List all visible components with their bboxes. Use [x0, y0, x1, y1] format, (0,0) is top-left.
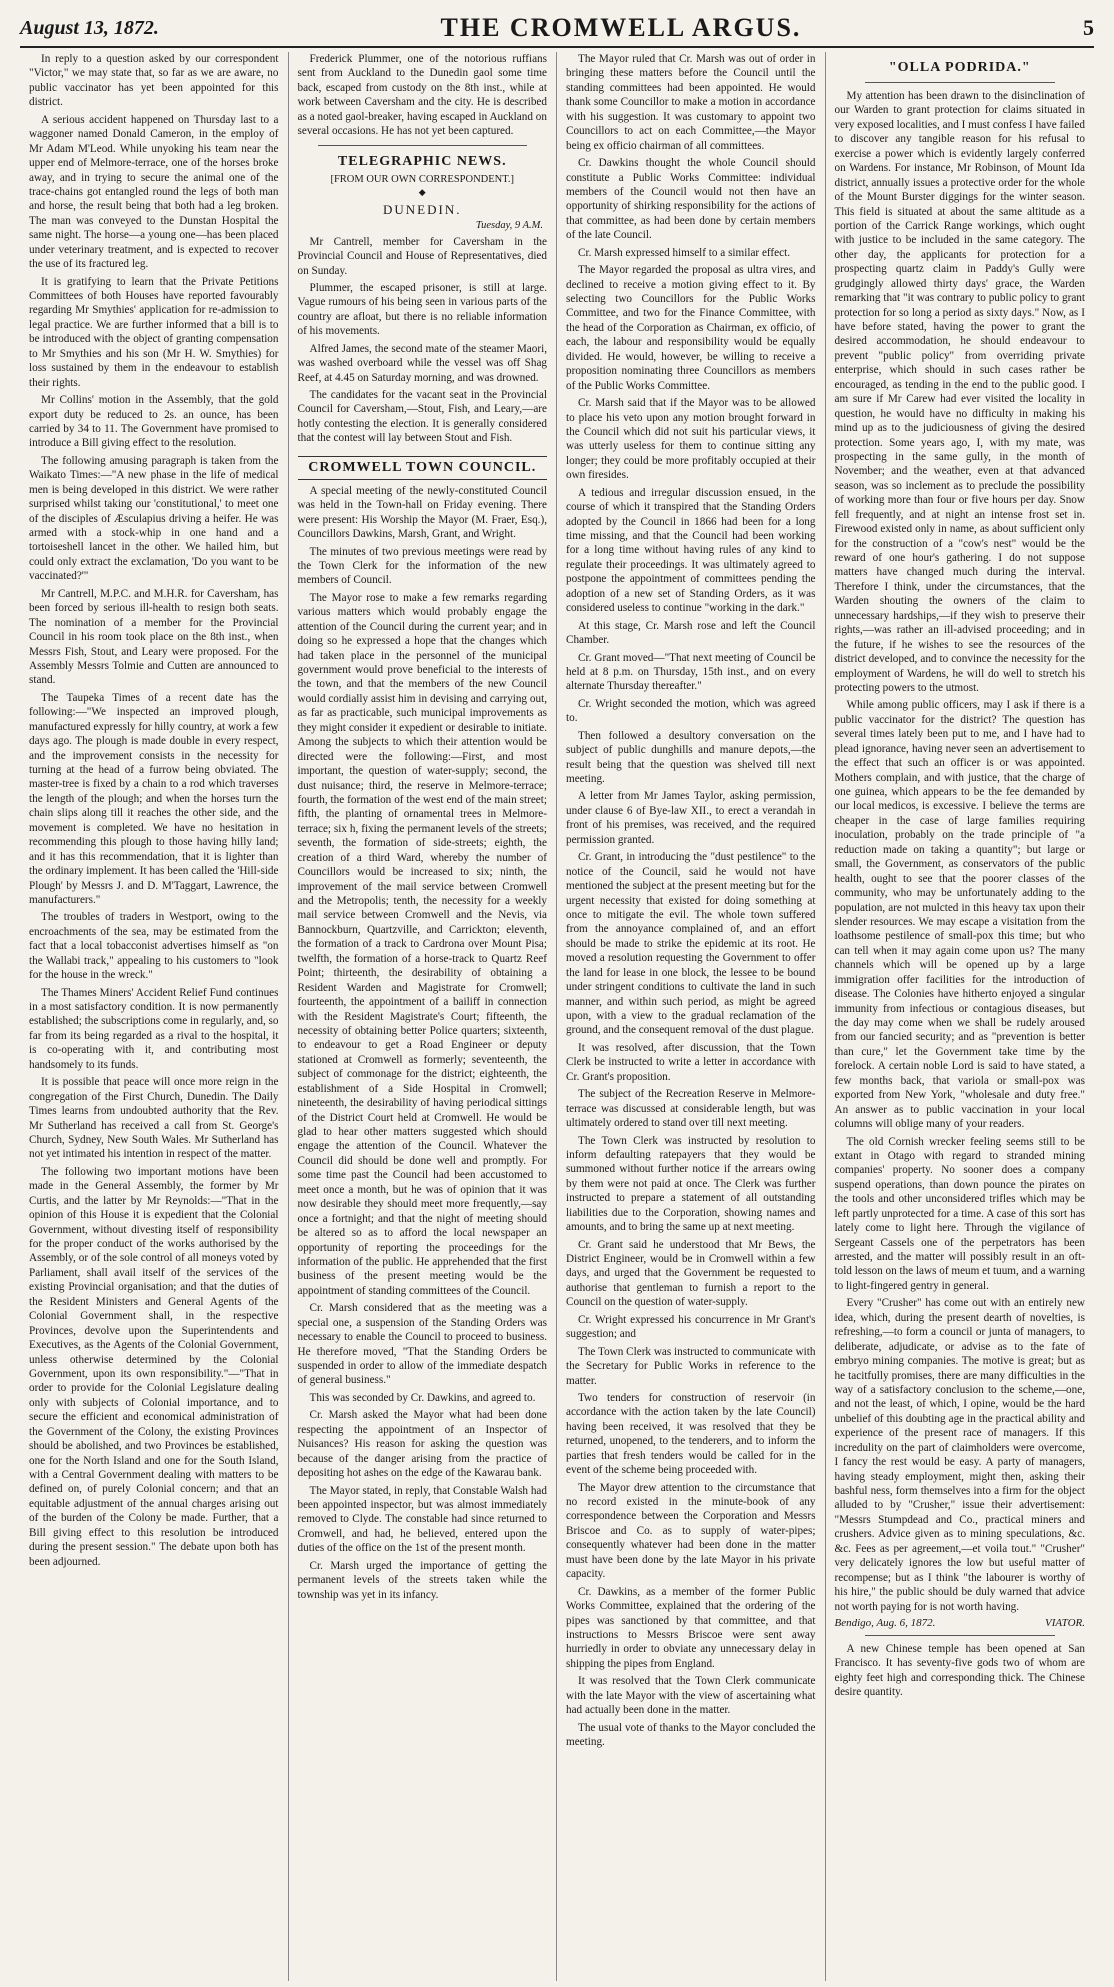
article-paragraph: The Town Clerk was instructed to communicate with the Secretary for Public Works in reference to the matter.	[566, 1345, 816, 1387]
article-paragraph: Cr. Marsh asked the Mayor what had been done respecting the appointment of an Inspector of Nuisances? His reason for asking the question was because of the danger arising from the practice of depositing hot ashes on the edge of the Kawarau bank.	[297, 1409, 547, 1480]
article-paragraph: It was resolved, after discussion, that the Town Clerk be instructed to write a letter in accordance with Cr. Grant's proposition.	[566, 1041, 816, 1083]
divider	[865, 1635, 1056, 1636]
signature-place: Bendigo, Aug. 6, 1872.	[834, 1616, 936, 1629]
article-paragraph: Cr. Grant said he understood that Mr Bews, the District Engineer, would be in Cromwell within a few days, and urged that the Government be requested to authorise that gentleman to furnish a report to the Council on the question of water-supply.	[566, 1238, 816, 1309]
council-heading: CROMWELL TOWN COUNCIL.	[298, 456, 548, 480]
article-paragraph: The subject of the Recreation Reserve in Melmore-terrace was discussed at considerable length, but was ultimately ordered to stand over till next meeting.	[566, 1088, 816, 1130]
article-paragraph: Cr. Wright seconded the motion, which was agreed to.	[566, 697, 816, 725]
signature-name: VIATOR.	[1044, 1616, 1085, 1629]
telegraphic-dateline: DUNEDIN.	[383, 201, 462, 217]
article-paragraph: Cr. Marsh expressed himself to a similar effect.	[578, 246, 790, 259]
article-paragraph: Mr Collins' motion in the Assembly, that the gold export duty be reduced to 2s. an ounce, has been carried by 34 to 11. The Government have promised to introduce a Bill giving effect to the resolution.	[29, 394, 279, 450]
article-paragraph: It was resolved that the Town Clerk communicate with the late Mayor with the view of ascertaining what had actually been done in the matter.	[566, 1675, 816, 1717]
article-paragraph: Frederick Plummer, one of the notorious ruffians sent from Auckland to the Dunedin gaol some time back, escaped from custody on the 8th inst., while at work between Caversham and the city. He is described as a noted gaol-breaker, having escaped in Auckland on several occasions. He has not yet been captured.	[297, 53, 547, 138]
column-2	[289, 52, 558, 1981]
article-paragraph: A special meeting of the newly-constituted Council was held in the Town-hall on Friday evening. There were present: His Worship the Mayor (M. Fraer, Esq.), Councillors Dawkins, Marsh, Grant, and Wright.	[297, 484, 547, 541]
article-paragraph: The minutes of two previous meetings were read by the Town Clerk for the information of the new members of Council.	[297, 545, 547, 587]
article-paragraph: Then followed a desultory conversation on the subject of public dunghills and manure depots,—the result being that the question was shelved till next meeting.	[566, 729, 816, 785]
article-paragraph: In reply to a question asked by our correspondent "Victor," we may state that, so far as we are aware, no public vaccinator has yet been appointed for this district.	[29, 53, 279, 109]
article-paragraph: Cr. Dawkins thought the whole Council should constitute a Public Works Committee: individual members of the Council would not then have an opportunity of shirking responsibility for the actions of that committee, as had been done by certain members of the late Council.	[566, 157, 816, 242]
divider	[318, 145, 528, 146]
article-paragraph: The Town Clerk was instructed by resolution to inform defaulting ratepayers that they would be summoned without further notice if the arrears owing by them were not paid at once. The Clerk was further instructed to prepare a statement of all outstanding liabilities due to the Corporation, showing names and amounts, and to bring the same up at next meeting.	[566, 1134, 816, 1234]
article-paragraph: A tedious and irregular discussion ensued, in the course of which it transpired that the Standing Orders adopted by the Council in 1866 had been for a long time missing, and that the Council had been working for a long time without having rules of any kind to regulate their proceedings. It was ultimately agreed to postpone the appointment of committees pending the adoption of a new set of Standing Orders, as it was considered useless to continue "working in the dark."	[566, 486, 816, 615]
article-paragraph: It is possible that peace will once more reign in the congregation of the First Church, Dunedin. The Daily Times learns from undoubted authority that the Rev. Mr Sutherland has received a call from St. George's Church, Sydney, New South Wales. Mr Sutherland has not yet intimated his intention in respect of the matter.	[29, 1076, 279, 1161]
column-4	[826, 52, 1095, 1981]
signature-line	[835, 1617, 1086, 1629]
telegraphic-heading: TELEGRAPHIC NEWS.	[337, 153, 507, 169]
newspaper-title: THE CROMWELL ARGUS.	[440, 13, 802, 42]
divider	[865, 82, 1056, 83]
olla-podrida-heading: "OLLA PODRIDA."	[888, 60, 1031, 75]
page-number: 5	[1083, 15, 1094, 40]
article-paragraph: At this stage, Cr. Marsh rose and left the Council Chamber.	[566, 619, 816, 647]
article-paragraph: Cr. Dawkins, as a member of the former Public Works Committee, explained that the ordering of the pipes was sanctioned by that committee, and that instructions to Messrs Briscoe were sent away hurriedly in order to obviate any unnecessary delay in shipping the pipes from England.	[566, 1585, 816, 1670]
article-paragraph: The troubles of traders in Westport, owing to the encroachments of the sea, may be estimated from the fact that a local tobacconist advertises himself as "on the Wallabi track," appealing to his customers to "look for the house in the wreck."	[29, 911, 279, 982]
article-paragraph: A new Chinese temple has been opened at San Francisco. It has seventy-five gods two of whom are eighty feet high and corresponding thick. The Chinese desire quantity.	[834, 1642, 1085, 1699]
article-paragraph: The Mayor rose to make a few remarks regarding various matters which would probably engage the attention of the Council during the current year; and in doing so he expressed a hope that the changes which had taken place in the personnel of the municipal government would prove beneficial to the interests of the town, and that the members of the new Council would cordially assist him in devising and carrying out, as far as practicable, such municipal improvements as they might consider it expedient or desirable to initiate. Among the subjects to which their attention would be directed were the following:—First, and most important, the question of water-supply; second, the dust nuisance; third, the reserve in Melmore-terrace; fourth, the formation of the west end of the main street; fifth, the planting of ornamental trees in Melmore-terrace; six h, fixing the permanent levels of the streets; seventh, the formation of side-streets; eighth, the creation of a third Ward, whereby the number of Councillors would be increased to six; ninth, the improvement of the mail service between Cromwell and the Metropolis; tenth, the necessity for a weekly mail service between Cromwell and the Nevis, via Bannockburn, Quartzville, and Carrickton; eleventh, the formation of a track to Cardrona over Mount Pisa; twelfth, the formation of a horse-track to Quartz Reef Point; thirteenth, the desirability of obtaining a Resident Warden and Magistrate for Cromwell; fourteenth, the appointment of a bailiff in connection with the Resident Magistrate's Court; fifteenth, the necessity of obtaining better Police quarters; sixteenth, to endeavour to get a Road Engineer or deputy stationed at Cromwell as formerly; seventeenth, the subject of commonage for the district; eighteenth, the establishment of a Side Hospital in Cromwell; nineteenth, the desirability of having periodical sittings of the District Court held at Cromwell. He would be glad to hear other matters suggested which should engage the attention of the Council. Whatever the Council did should be done well and promptly. For some time past the Council had been accustomed to meet once a month, but he was of opinion that it was now desirable they should meet more frequently,—say once a fortnight; and that the night of meeting should be altered so as to afford the local newspaper an opportunity of reporting the proceedings for the information of the public. He apprehended that the first business of the present meeting would be the appointment of standing committees of the Council.	[297, 591, 547, 1297]
article-paragraph: Alfred James, the second mate of the steamer Maori, was washed overboard while the vessel was off Shag Reef, at 4.45 on Saturday morning, and was drowned.	[297, 342, 547, 384]
article-paragraph: The Thames Miners' Accident Relief Fund continues in a most satisfactory condition. It is now permanently established; the subscriptions come in regularly, and, so far from its being regarded as a rival to the hospital, it is co-operating with it, and contributing most handsomely to its funds.	[29, 986, 279, 1071]
article-paragraph: A serious accident happened on Thursday last to a waggoner named Donald Cameron, in the employ of Mr Adam M'Leod. While unyoking his team near the upper end of Melmore-terrace, one of the horses broke away, and in trying to secure the animal one of the trace-chains got entangled round the legs of both man and horse, the result being that both had a leg broken. The man was conveyed to the Dunstan Hospital the same night. The horse—a young one—has been placed under veterinary treatment, and is expected to recover the use of its fractured leg.	[29, 113, 279, 271]
masthead	[20, 10, 1094, 48]
article-paragraph: The Mayor ruled that Cr. Marsh was out of order in bringing these matters before the Council until the standing committees had been appointed. He would thank some Councillor to make a motion in accordance with his suggestion. It was customary to appoint two Councillors to act on each Committee,—the Mayor being ex officio chairman of all committees.	[566, 53, 816, 152]
column-3	[557, 52, 826, 1981]
article-paragraph: The following two important motions have been made in the General Assembly, the former by Mr Curtis, and the latter by Mr Reynolds:—"That in the opinion of this House it is expedient that the Colonial Government, without divesting itself of responsibility for the proper conduct of the works authorised by the Assembly, or of the sole control of all moneys voted by Parliament, shall avail itself of the services of the existing Provincial organisation; and that the duties of the Resident Ministers and General Agents of the Colonial Government shall, in the respective Provinces, devolve upon the Superintendents and Executives, as the Agents of the Colonial Government, unless otherwise determined by the Colonial Government, upon its own responsibility."—"That in order to provide for the Colonial Legislature dealing only with subjects of Colonial importance, and to secure the efficient and economical administration of the Government of the Colony, the existing Provinces should be abolished, and two Provinces be established, one for the North Island and one for the South Island, with a Central Government dealing with matters to be defined on, of purely Colonial concern; and that an equitable adjustment of the annual charges arising out of the burden of the Colony be made. Further, that a Bill giving effect to this resolution be introduced during the present session." The debate upon both has been adjourned.	[29, 1165, 279, 1568]
article-paragraph: Mr Cantrell, member for Caversham in the Provincial Council and House of Representatives, died on Sunday.	[297, 235, 547, 277]
article-paragraph: The usual vote of thanks to the Mayor concluded the meeting.	[566, 1721, 816, 1748]
article-paragraph: The Taupeka Times of a recent date has the following:—"We inspected an improved plough, manufactured expressly for hilly country, at work a few days ago. The plough is made double in every respect, and the improvement consists in the necessity for turning at the head of a furrow being obviated. The master-tree is fixed by a chain to a rod which traverses the length of the plough; and when the horses turn the chain slips along till it reaches the other side, and the movement is completed. We have no hesitation in recommending this plough to those having hilly land; and it has this recommendation, that it is lighter than the ordinary implement. It has been called the 'Hill-side Plough' by Messrs J. and D. M'Taggart, Lawrence, the manufacturers."	[29, 691, 279, 906]
article-paragraph: Mr Cantrell, M.P.C. and M.H.R. for Caversham, has been forced by serious ill-health to resign both seats. The nomination of a member for the Provincial Council in his room took place on the 8th inst., when Messrs Fish, Stout, and Leary were proposed. For the Assembly Messrs Tolmie and Cutten are announced to stand.	[29, 587, 279, 687]
article-paragraph: Cr. Marsh said that if the Mayor was to be allowed to place his veto upon any motion brought forward in the Council which did not suit his particular views, it was utterly useless for them to continue sitting any longer; they could be more profitably occupied at their own firesides.	[566, 397, 816, 482]
article-paragraph: Cr. Marsh considered that as the meeting was a special one, a suspension of the Standing Orders was necessary to enable the Council to proceed to business. He therefore moved, "That the Standing Orders be suspended in order to allow of the immediate despatch of general business."	[297, 1302, 547, 1387]
article-paragraph: The Mayor drew attention to the circumstance that no record existed in the minute-book of any correspondence between the Corporation and Messrs Briscoe and Co. as to supply of water-pipes; consequently whatever had been done in the matter must have been done by the late Mayor in his private capacity.	[566, 1481, 816, 1581]
article-paragraph: It is gratifying to learn that the Private Petitions Committees of both Houses have reported favourably regarding Mr Smythies' application for re-admission to legal practice. We are further informed that a bill is to be introduced with the object of granting compensation to Mr Smythies and his son (Mr H. W. Smythies) for loss sustained by them in the endeavour to establish their rights.	[29, 275, 279, 389]
column-1	[20, 52, 289, 1981]
article-paragraph: Cr. Grant moved—"That next meeting of Council be held at 8 p.m. on Thursday, 15th inst., and on every alternate Thursday thereafter."	[566, 651, 816, 693]
article-paragraph: Every "Crusher" has come out with an entirely new idea, which, during the present dearth of novelties, is refreshing,—to form a council or junta of managers, to deliberate, adjudicate, or advise as to the fate of embryo mining companies. The motive is great; but as he tacitfully promises, there are many difficulties in the way of a satisfactory conclusion to the scheme,—one, and not the least, of which, I opine, would be the hard unbelief of this doubting age in the practical ability and experience of the present race of managers. If this incredulity on the part of claimholders were overcome, I fancy the rest would be easy. A party of managers, having steady employment, might then, asking their bashful ness, form themselves into a firm for the object alluded to by "Crusher," issue their advertisement: "Messrs Stumpdead and Co., practical miners and crushers. Advice given as to mining speculations, &c. &c. Fees as per agreement,—et voila tout." "Crusher" very delicately ignores the low but useful matter of recompense; but as I think "the labourer is worthy of his hire," the public should be duly warned that advice not worth paying for is not worth having.	[834, 1297, 1085, 1613]
article-paragraph: The following amusing paragraph is taken from the Waikato Times:—"A new phase in the life of medical men is being developed in this district. We were rather surprised whilst taking our 'constitutional,' to meet one of the disciples of Æsculapius driving a heifer. He was armed with a stock-whip in one hand and a tortoiseshell lancet in the other. We hailed him, but could only extract the exclamation, 'Do you want to be vaccinated?'"	[29, 454, 279, 583]
article-paragraph: A letter from Mr James Taylor, asking permission, under clause 6 of Bye-law XII., to erect a verandah in front of his premises, was received, and the required permission granted.	[566, 790, 816, 846]
article-paragraph: The Mayor regarded the proposal as ultra vires, and declined to receive a motion giving effect to it. By selecting two Councillors for the Public Works Committee, and two for the Finance Committee, with the head of the Corporation as Chairman, ex officio, of each, the labour and responsibility would be equally divided. He would, however, be willing to receive a proposition nominating three Councillors as members of the Public Works Committee.	[566, 264, 816, 392]
columns	[20, 52, 1094, 1981]
issue-date: August 13, 1872.	[20, 16, 159, 39]
article-paragraph: Cr. Marsh urged the importance of getting the permanent levels of the streets taken while the township was yet in its infancy.	[297, 1559, 547, 1601]
article-paragraph: The old Cornish wrecker feeling seems still to be extant in Otago with regard to stranded mining companies' property. No sooner does a company suspend operations, than down pounce the pirates on the tools and other unconsidered trifles which may be left partly unprotected for a time. A case of this sort has lately come to light here. Through the vigilance of Sergeant Cassels one of the perpetrators has been arrested, and the matter will possibly result in an oft-told lesson on the laws of meum et tuum, and a warning to light-fingered gentry in general.	[834, 1135, 1085, 1292]
article-paragraph: The candidates for the vacant seat in the Provincial Council for Caversham,—Stout, Fish, and Leary,—are hotly contesting the election. It is generally considered that the contest will lay between Stout and Fish.	[297, 389, 547, 445]
article-paragraph: My attention has been drawn to the disinclination of our Warden to grant protection for claims situated in very exposed localities, and I must confess I have failed to discover any tangible reason for his refusal to exercise a power which is evidently largely conferred on Wardens. For instance, Mr Robinson, of Mount Ida district, annually issues a protective order for the whole of the Mount Burster diggings for the winter season. This field is situated at about the same altitude as a portion of the Carrick Range workings, which ought with justice to be included in the same category. The other day, the applicants for protection for a prospecting quartz claim in Paddy's Gully were grudgingly allowed thirty days' grace, the Warden remarking that "it was contrary to public policy to grant protection for so long a period as sixty days." Now, as I have before stated, having the power to grant the desired accommodation, he should endeavour to prevent "public policy" from overriding private enterprise, which should in such cases rather be encouraged, as tending in the end to the public good. I am sure if Mr Carew had ever visited the locality in question, he would have no difficulty in making his mind up as to the judiciousness of giving the desired protection. Some years ago, I, with my mate, was prospecting in the same gully, in the month of November; and the weather, even at that advanced season, was so inclement as to preclude the possibility of working more than four or five hours per day. Snow fell frequently, and at night an intense frost set in. Firewood existed only in name, as about sufficient only for the construction of a "cow's nest" would be the reward of one hour's gathering. I do not suppose matters have changed much during the interval. Therefore I think, under the circumstances, that the Warden shouting the owners of the claim to unnecessary hardships,—if they wish to preserve their rights,—was rather an ill-advised proceeding; and in the future, if he wishes to see the resources of the district developed, and to convince the necessity for the employment of Wardens, he will do well to stretch his protecting powers to the utmost.	[834, 90, 1085, 694]
article-paragraph: Cr. Grant, in introducing the "dust pestilence" to the notice of the Council, said he would not have mentioned the subject at the present meeting but for the urgent necessity that existed for doing something at once to mitigate the evil. The whole town suffered from the annoyance complained of, and an effort should be made to strike the epidemic at its root. He moved a resolution requesting the Government to offer the land for lease in one block, the lessee to be bound under stringent conditions to cultivate the land in such manner, and within such period, as might be agreed upon, with a view to the gradual reclamation of the ground, and the consequent removal of the dust plague.	[566, 851, 816, 1037]
article-paragraph: Two tenders for construction of reservoir (in accordance with the action taken by the late Council) having been received, it was resolved that they be returned, unopened, to the tenderers, and to inform the parties that fresh tenders would be called for in the event of the scheme being proceeded with.	[566, 1391, 816, 1477]
article-paragraph: The Mayor stated, in reply, that Constable Walsh had been appointed inspector, but was almost immediately removed to Clyde. The constable had since returned to Cromwell, and had, he believed, entered upon the duties of the office on the 1st of the present month.	[297, 1484, 547, 1555]
article-paragraph: Plummer, the escaped prisoner, is still at large. Vague rumours of his being seen in various parts of the country are afloat, but there is no reliable information of his movements.	[297, 281, 547, 338]
article-paragraph: While among public officers, may I ask if there is a public vaccinator for the district? The question has several times lately been put to me, and I have had to plead ignorance, having never seen an advertisement to the effect that such an officer is or was appointed. Mothers complain, and with justice, that the charge of one guinea, which appears to be the fee demanded by our local medicos, is excessive. I believe the terms are cheaper in the case of large families requiring inoculation, probably on the trade principle of "a reduction made on taking a quantity"; but large or small, the Government, as conservators of the public health, ought to see that the poorer classes of the community, who may be unfortunately adding to the population, are not mulcted in this heavy tax upon their slender resources. We may escape a visitation from the loathsome pestilence of small-pox this time; but who can tell when it may again come upon us? The many channels which will be opened up by a large immigration offer facilities for the introduction of disease. The Colonies have hitherto enjoyed a singular immunity from infectious or contagious diseases, but the day may come when we shall be rudely aroused from our fancied security; and as "prevention is better than cure," let the Government take time by the forelock. A certain noble Lord is said to have stated, a few months back, that variola or small-pox was exported from New York, "wholesale and duty free." An answer as to public vaccination in your local columns will oblige many of your readers.	[834, 699, 1085, 1131]
telegraphic-time: Tuesday, 9 A.M.	[475, 219, 543, 231]
article-paragraph: Cr. Wright expressed his concurrence in Mr Grant's suggestion; and	[566, 1313, 816, 1341]
article-paragraph: This was seconded by Cr. Dawkins, and agreed to.	[309, 1391, 536, 1404]
telegraphic-byline: [FROM OUR OWN CORRESPONDENT.]	[330, 173, 515, 185]
ornament-divider: ◆	[418, 186, 426, 197]
